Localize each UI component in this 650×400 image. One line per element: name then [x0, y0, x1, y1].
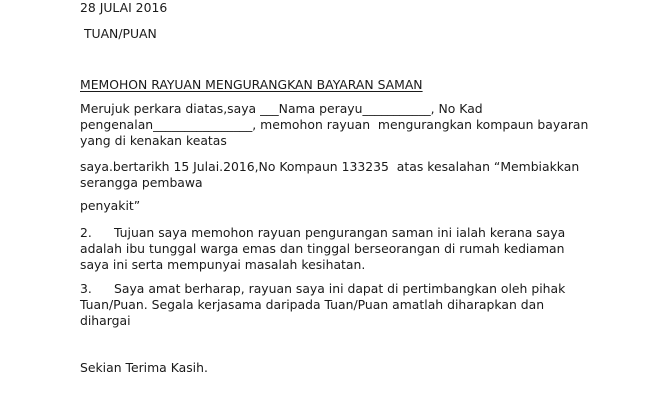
- paragraph-1b-line-2: serangga pembawa: [80, 175, 203, 190]
- letter-subject: MEMOHON RAYUAN MENGURANGKAN BAYARAN SAMAN: [80, 77, 423, 92]
- paragraph-2-number: 2.: [80, 225, 92, 240]
- paragraph-1-line-2: pengenalan________________, memohon rayuan mengurangkan kompaun bayaran: [80, 117, 589, 132]
- paragraph-2-line-3: saya ini serta mempunyai masalah kesihatan.: [80, 257, 366, 272]
- paragraph-3-number: 3.: [80, 281, 92, 296]
- paragraph-3-line-1: [80, 281, 565, 297]
- paragraph-1-line-3: yang di kenakan keatas: [80, 133, 227, 148]
- paragraph-3-line-3: dihargai: [80, 313, 131, 328]
- letter-date: 28 JULAI 2016: [80, 0, 168, 15]
- paragraph-2-line-1: [80, 225, 565, 241]
- paragraph-1c-line-1: penyakit”: [80, 198, 141, 213]
- closing-line: Sekian Terima Kasih.: [80, 360, 208, 375]
- paragraph-2-text-1: Tujuan saya memohon rayuan pengurangan saman ini ialah kerana saya: [114, 225, 566, 240]
- paragraph-1-line-1: Merujuk perkara diatas,saya ___Nama perayu___________, No Kad: [80, 101, 483, 116]
- paragraph-3-text-1: Saya amat berharap, rayuan saya ini dapat di pertimbangkan oleh pihak: [114, 281, 566, 296]
- paragraph-3-line-2: Tuan/Puan. Segala kerjasama daripada Tuan/Puan amatlah diharapkan dan: [80, 297, 545, 312]
- salutation: TUAN/PUAN: [80, 26, 157, 41]
- paragraph-2-line-2: adalah ibu tunggal warga emas dan tinggal berseorangan di rumah kediaman: [80, 241, 565, 256]
- paragraph-1b-line-1: saya.bertarikh 15 Julai.2016,No Kompaun 133235 atas kesalahan “Membiakkan: [80, 159, 580, 174]
